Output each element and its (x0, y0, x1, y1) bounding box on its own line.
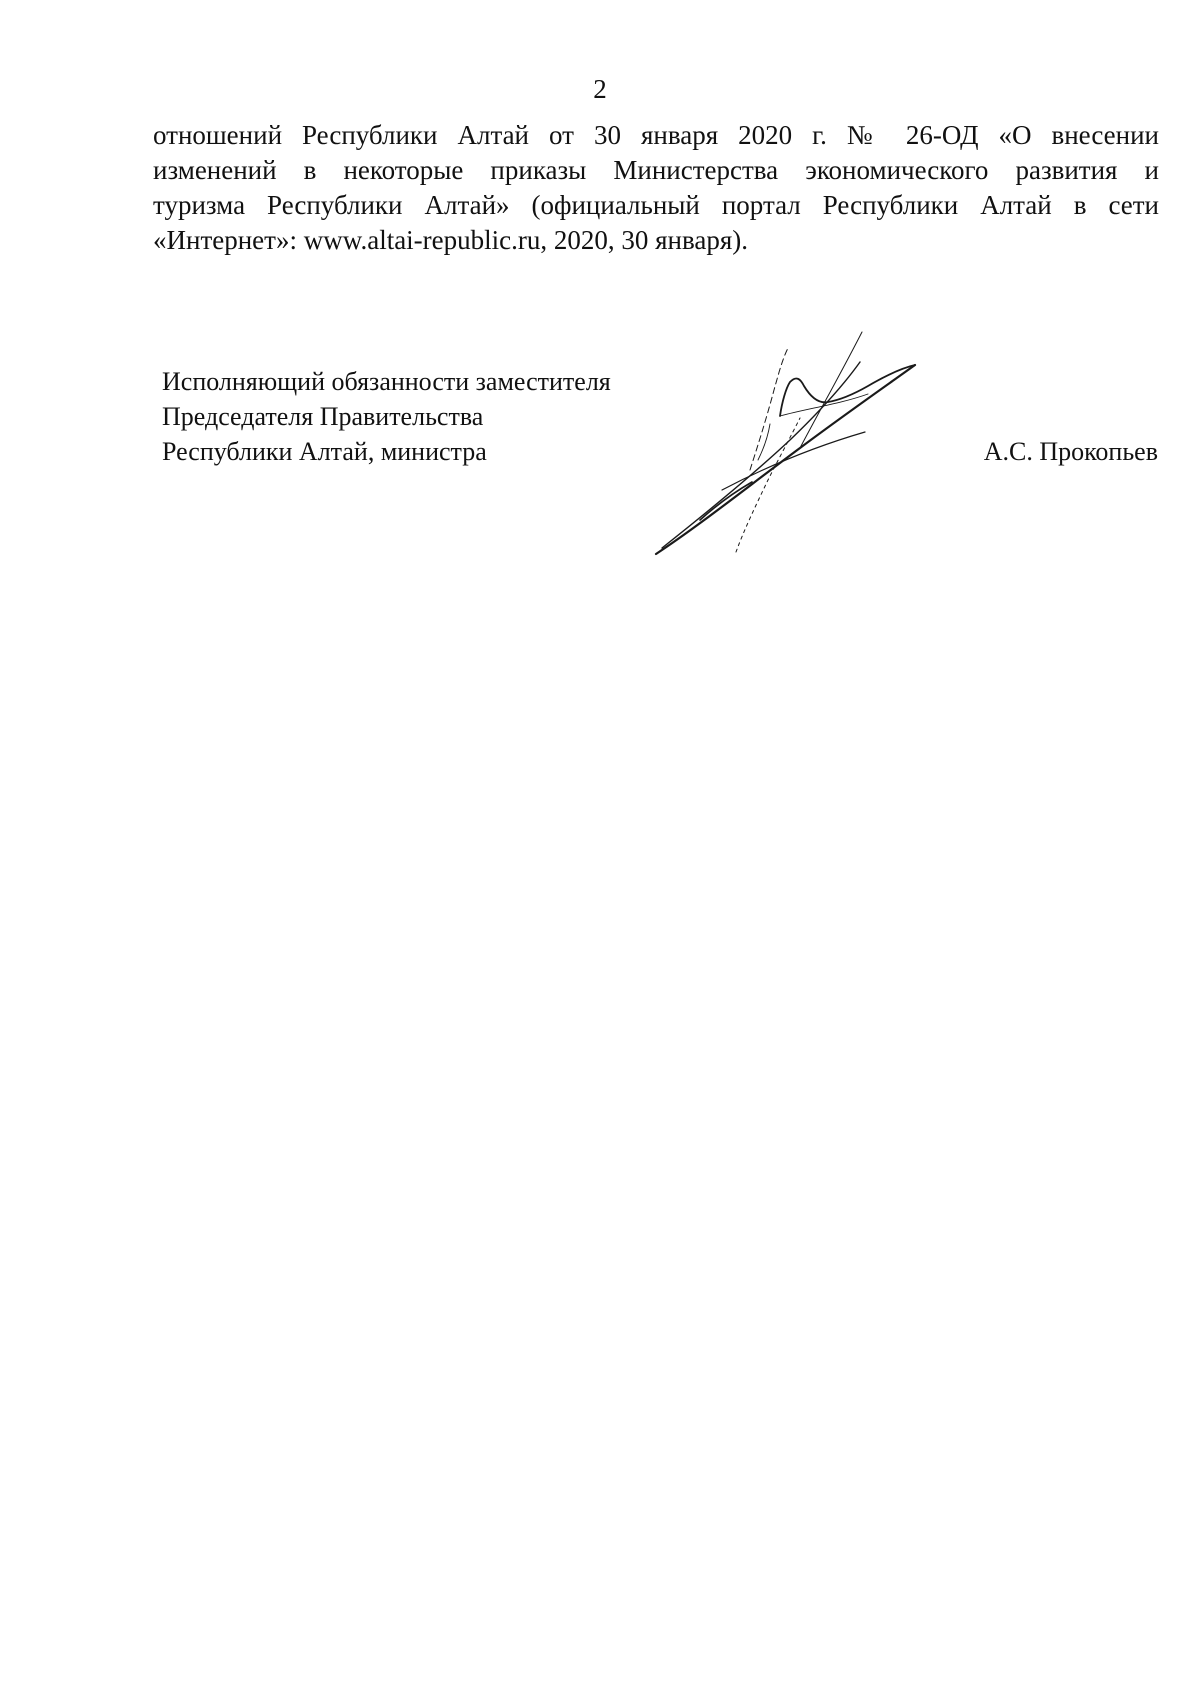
signer-position-line: Исполняющий обязанности заместителя (162, 367, 611, 396)
signer-position-line: Председателя Правительства (162, 402, 484, 431)
handwritten-signature (640, 320, 960, 560)
body-line: туризма Республики Алтай» (официальный портал Республики Алтай в сети (153, 190, 1159, 220)
signer-position-line: Республики Алтай, министра (162, 437, 487, 466)
body-line: «Интернет»: www.altai-republic.ru, 2020, 30 января). (153, 225, 749, 255)
signer-name: А.С. Прокопьев (983, 437, 1158, 466)
body-line: отношений Республики Алтай от 30 января 2020 г. № 26-ОД «О внесении (153, 120, 1159, 150)
body-paragraph (153, 118, 1159, 258)
signer-position (162, 364, 611, 469)
page-number: 2 (593, 74, 607, 104)
body-line: изменений в некоторые приказы Министерства экономического развития и (153, 155, 1159, 185)
